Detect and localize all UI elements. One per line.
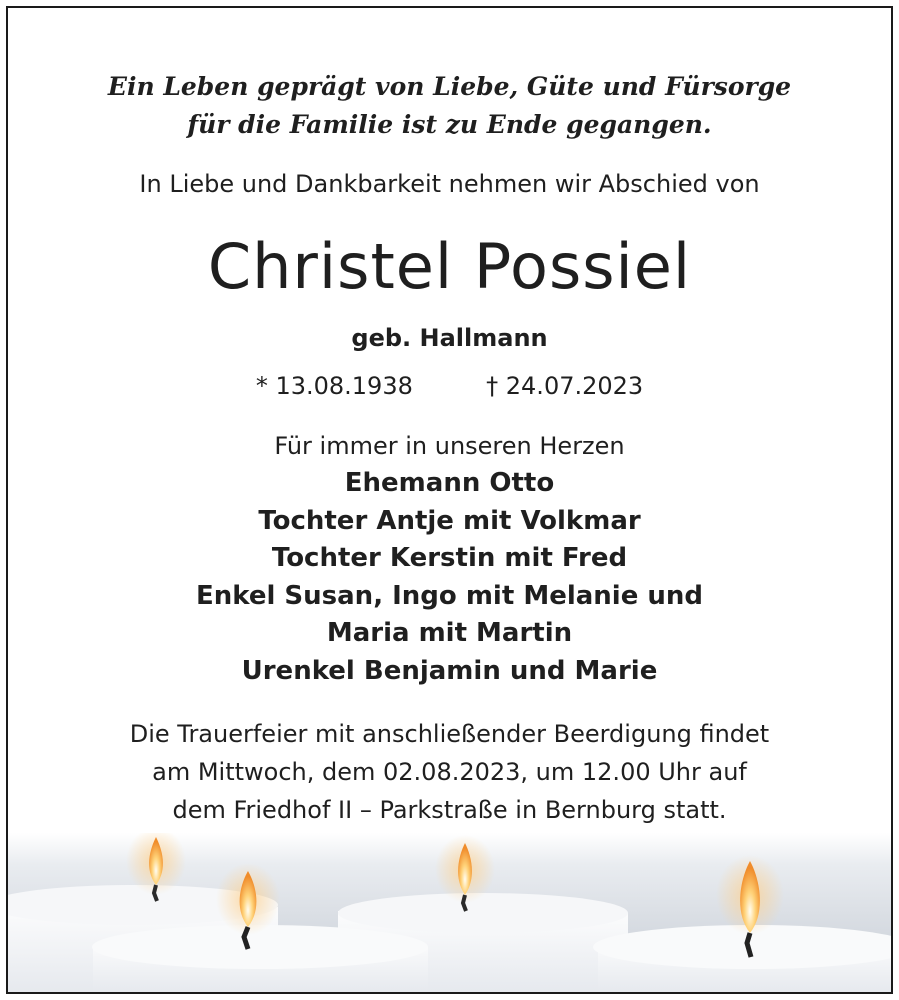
- funeral-line-2: am Mittwoch, dem 02.08.2023, um 12.00 Uhr auf: [152, 758, 747, 786]
- funeral-line-3: dem Friedhof II – Parkstraße in Bernburg statt.: [172, 796, 727, 824]
- remembrance-line: Für immer in unseren Herzen: [274, 432, 625, 460]
- birth-date: * 13.08.1938: [255, 372, 413, 400]
- death-date: † 24.07.2023: [486, 372, 644, 400]
- life-dates: [8, 372, 891, 400]
- funeral-line-1: Die Trauerfeier mit anschließender Beerdigung findet: [129, 720, 770, 748]
- family-member: Tochter Kerstin mit Fred: [271, 543, 628, 573]
- motto-line-1: Ein Leben geprägt von Liebe, Güte und Fürsorge: [107, 72, 792, 101]
- family-member: Urenkel Benjamin und Marie: [241, 656, 658, 686]
- motto-line-2: für die Familie ist zu Ende gegangen.: [187, 110, 712, 139]
- family-member: Enkel Susan, Ingo mit Melanie und: [195, 581, 704, 611]
- family-member: Tochter Antje mit Volkmar: [258, 506, 641, 536]
- farewell-intro: In Liebe und Dankbarkeit nehmen wir Abschied von: [139, 170, 760, 198]
- family-member: Maria mit Martin: [326, 618, 573, 648]
- obituary-card: [6, 6, 893, 994]
- candles-photo: [8, 833, 891, 992]
- deceased-name: Christel Possiel: [207, 230, 692, 303]
- family-member: Ehemann Otto: [344, 468, 555, 498]
- maiden-name: geb. Hallmann: [351, 324, 548, 352]
